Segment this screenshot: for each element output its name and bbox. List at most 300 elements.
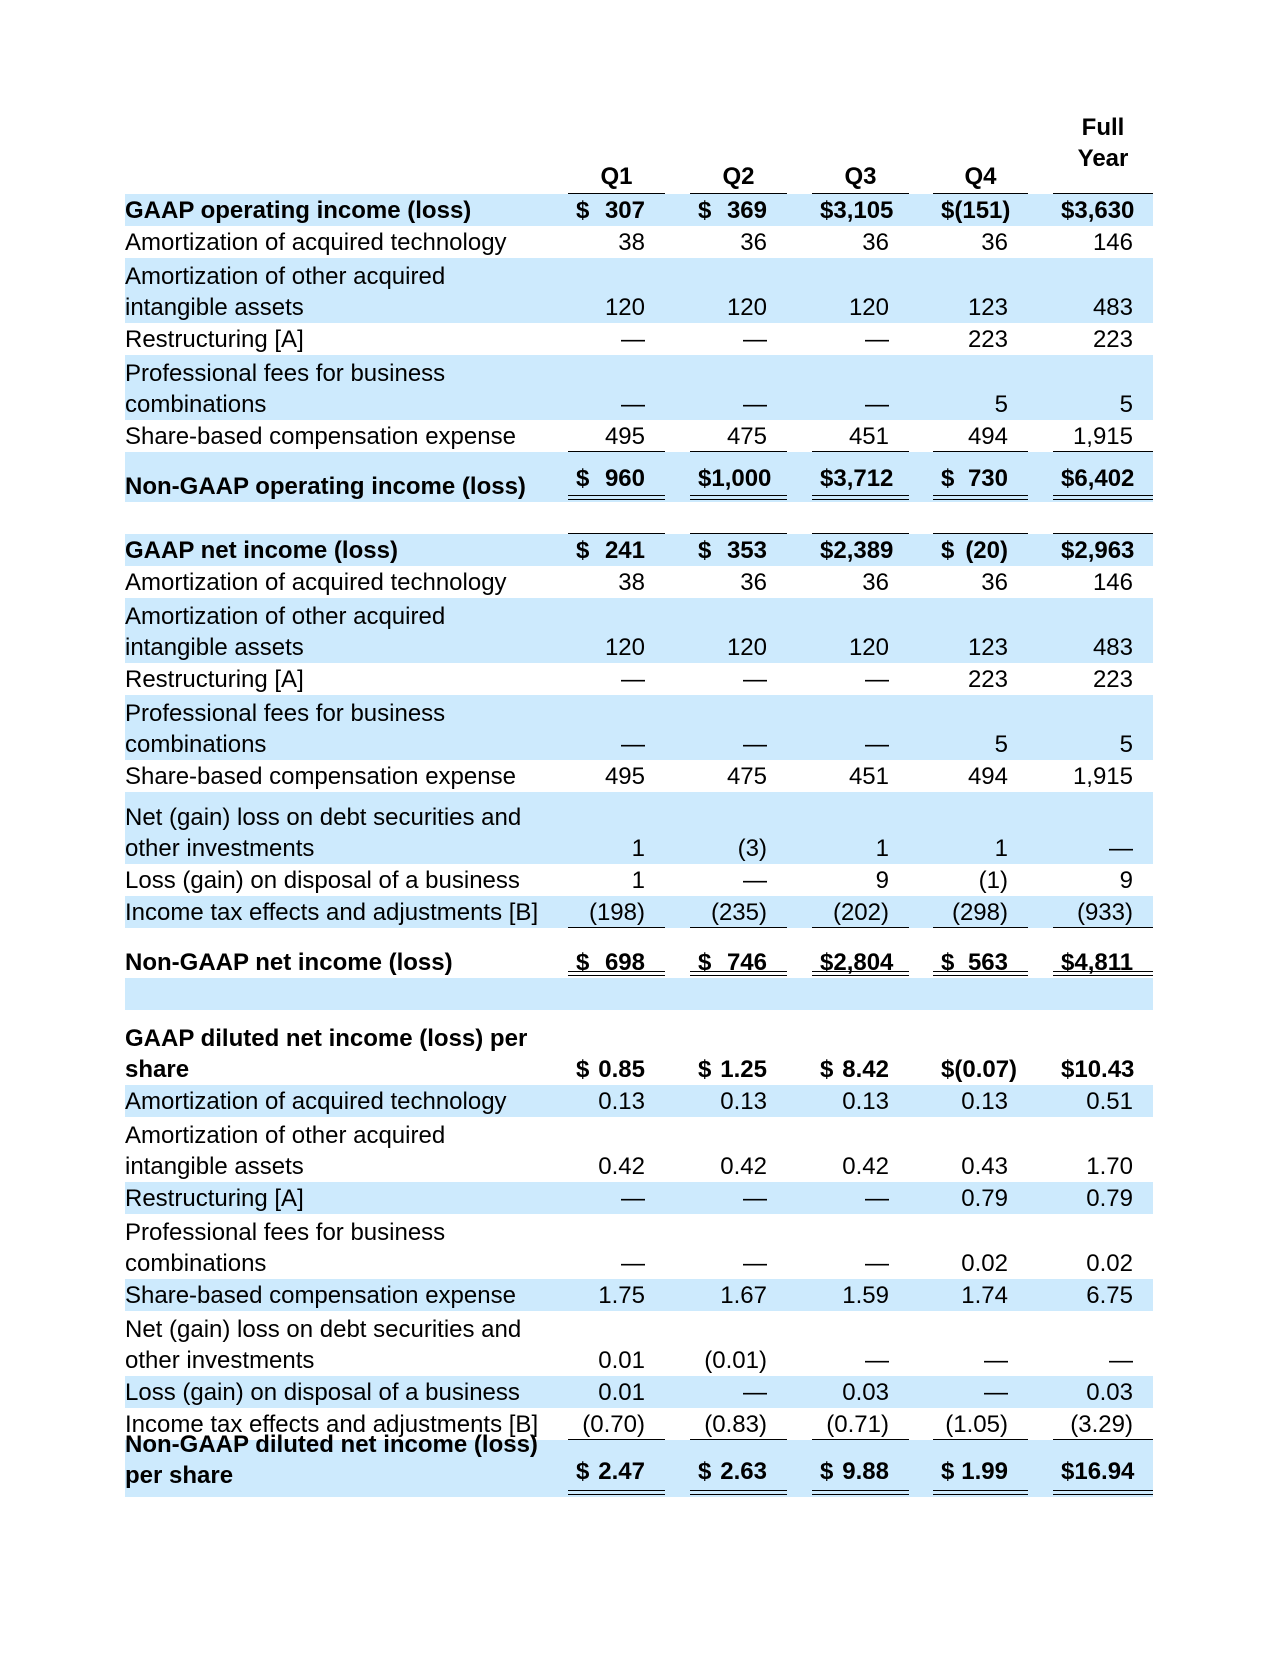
cell-value: 0.79: [1086, 1185, 1133, 1212]
cell-value: 120: [726, 294, 767, 321]
currency-symbol: $: [576, 949, 590, 976]
subtotal-rule: [568, 927, 665, 928]
value-cell: [820, 632, 889, 663]
currency-symbol: $: [820, 1458, 834, 1485]
value-cell: [698, 1151, 767, 1182]
cell-value: 146: [1092, 229, 1133, 256]
cell-value: 5: [1119, 391, 1133, 418]
value-cell: [576, 1248, 645, 1279]
total-double-rule: [812, 971, 909, 976]
table-row: [125, 1431, 1153, 1497]
row-label: Professional fees for business combinations: [125, 360, 446, 418]
value-cell: [576, 463, 645, 494]
subtotal-rule: [690, 927, 787, 928]
table-row: [125, 792, 1153, 864]
column-header: Q3: [844, 163, 877, 190]
value-cell: [820, 1054, 889, 1085]
cell-value: 1: [631, 867, 645, 894]
cell-value: —: [865, 731, 889, 758]
cell-value: 495: [604, 763, 645, 790]
cell-value: $2,963: [1061, 537, 1135, 564]
row-label: GAAP diluted net income (loss) per share: [125, 1025, 528, 1083]
cell-value: 2.63: [720, 1458, 767, 1485]
row-label: Share-based compensation expense: [125, 423, 516, 450]
cell-value: (1): [978, 867, 1008, 894]
value-cell: [1061, 729, 1133, 760]
cell-value: $3,630: [1061, 197, 1135, 224]
value-cell: [941, 421, 1008, 452]
cell-value: 6.75: [1086, 1282, 1133, 1309]
currency-symbol: $: [698, 1056, 712, 1083]
cell-value: $3,712: [820, 465, 894, 492]
cell-value: —: [865, 1250, 889, 1277]
table-row: [125, 1376, 1153, 1408]
row-label: Amortization of acquired technology: [125, 569, 507, 596]
value-cell: [698, 463, 772, 494]
cell-value: (0.83): [704, 1411, 767, 1438]
cell-value: 1: [994, 835, 1008, 862]
cell-value: (235): [710, 899, 767, 926]
value-cell: [820, 1151, 889, 1182]
cell-value: 1.99: [961, 1458, 1008, 1485]
subtotal-rule: [812, 1439, 909, 1440]
subtotal-rule: [1053, 1439, 1153, 1440]
value-cell: [698, 324, 767, 355]
table-row: [125, 323, 1153, 355]
value-cell: [576, 761, 645, 792]
cell-value: $3,105: [820, 197, 894, 224]
cell-value: —: [865, 666, 889, 693]
value-cell: [941, 865, 1008, 896]
row-label: Non-GAAP net income (loss): [125, 949, 453, 976]
cell-value: (198): [588, 899, 645, 926]
value-cell: [576, 535, 645, 566]
value-cell: [941, 1248, 1008, 1279]
row-label: Net (gain) loss on debt securities and other investments: [125, 1316, 522, 1374]
table-row: [125, 534, 1153, 566]
value-cell: [941, 1409, 1008, 1440]
value-cell: [820, 324, 889, 355]
cell-value: 8.42: [842, 1056, 889, 1083]
value-cell: [941, 227, 1008, 258]
cell-value: —: [743, 326, 767, 353]
subtotal-rule: [933, 451, 1028, 452]
value-cell: [576, 195, 645, 226]
value-cell: [576, 664, 645, 695]
table-row: [125, 355, 1153, 420]
row-label: Net (gain) loss on debt securities and other investments: [125, 804, 522, 862]
cell-value: 353: [726, 537, 767, 564]
cell-value: 9: [1119, 867, 1133, 894]
cell-value: 1.74: [961, 1282, 1008, 1309]
cell-value: —: [1109, 835, 1133, 862]
total-double-rule: [690, 495, 787, 500]
row-label: Share-based compensation expense: [125, 763, 516, 790]
cell-value: 1: [631, 835, 645, 862]
total-double-rule: [1053, 495, 1153, 500]
cell-value: (298): [951, 899, 1008, 926]
cell-value: $16.94: [1061, 1458, 1135, 1485]
cell-value: 0.03: [842, 1379, 889, 1406]
value-cell: [576, 389, 645, 420]
cell-value: 223: [967, 326, 1008, 353]
value-cell: [1061, 1409, 1133, 1440]
cell-value: 698: [604, 949, 645, 976]
row-label: Amortization of acquired technology: [125, 229, 507, 256]
value-cell: [1061, 324, 1133, 355]
row-label: Loss (gain) on disposal of a business: [125, 867, 520, 894]
subtotal-rule: [690, 451, 787, 452]
cell-value: 1: [875, 835, 889, 862]
cell-value: 36: [981, 569, 1008, 596]
value-cell: [820, 1377, 889, 1408]
value-cell: [941, 1345, 1008, 1376]
value-cell: [576, 421, 645, 452]
cell-value: 494: [967, 423, 1008, 450]
table-row: [125, 760, 1153, 792]
cell-value: —: [621, 391, 645, 418]
value-cell: [1061, 1345, 1133, 1376]
value-cell: [576, 1456, 645, 1487]
total-double-rule: [690, 1490, 787, 1495]
total-double-rule: [1053, 1490, 1153, 1495]
value-cell: [1061, 865, 1133, 896]
value-cell: [941, 1151, 1008, 1182]
cell-value: $(0.07): [941, 1056, 1018, 1083]
value-cell: [698, 1183, 767, 1214]
cell-value: 223: [967, 666, 1008, 693]
currency-symbol: $: [941, 1458, 955, 1485]
cell-value: 120: [604, 294, 645, 321]
cell-value: 494: [967, 763, 1008, 790]
total-double-rule: [812, 495, 909, 500]
cell-value: —: [865, 391, 889, 418]
value-cell: [820, 1248, 889, 1279]
currency-symbol: $: [576, 537, 590, 564]
cell-value: 120: [848, 634, 889, 661]
value-cell: [1061, 1086, 1133, 1117]
cell-value: —: [743, 1185, 767, 1212]
value-cell: [1061, 227, 1133, 258]
column-header: Q1: [600, 163, 633, 190]
value-cell: [576, 1086, 645, 1117]
cell-value: —: [743, 1250, 767, 1277]
value-cell: [1061, 292, 1133, 323]
row-label: Restructuring [A]: [125, 666, 304, 693]
value-cell: [820, 535, 894, 566]
cell-value: 0.51: [1086, 1088, 1133, 1115]
cell-value: 0.01: [598, 1379, 645, 1406]
value-cell: [1061, 421, 1133, 452]
cell-value: 0.01: [598, 1347, 645, 1374]
value-cell: [941, 195, 1011, 226]
total-double-rule: [568, 971, 665, 976]
column-header: Q4: [964, 163, 997, 190]
cell-value: —: [865, 326, 889, 353]
total-double-rule: [933, 1490, 1028, 1495]
value-cell: [941, 1377, 1008, 1408]
table-row: [125, 663, 1153, 695]
subtotal-rule: [690, 1439, 787, 1440]
currency-symbol: $: [698, 537, 712, 564]
value-cell: [1061, 897, 1133, 928]
value-cell: [941, 761, 1008, 792]
cell-value: 9.88: [842, 1458, 889, 1485]
cell-value: —: [621, 326, 645, 353]
subtotal-rule: [933, 533, 1028, 534]
table-row: [125, 1085, 1153, 1117]
subtotal-rule: [1053, 533, 1153, 534]
subtotal-rule: [568, 451, 665, 452]
value-cell: [820, 865, 889, 896]
cell-value: 730: [967, 465, 1008, 492]
value-cell: [820, 463, 894, 494]
cell-value: —: [743, 391, 767, 418]
cell-value: —: [1109, 1347, 1133, 1374]
value-cell: [941, 729, 1008, 760]
total-double-rule: [933, 971, 1028, 976]
cell-value: 451: [848, 423, 889, 450]
value-cell: [820, 1183, 889, 1214]
value-cell: [576, 324, 645, 355]
cell-value: —: [865, 1185, 889, 1212]
cell-value: 38: [618, 229, 645, 256]
row-label: Non-GAAP diluted net income (loss) per share: [125, 1431, 538, 1489]
value-cell: [698, 1280, 767, 1311]
value-cell: [941, 833, 1008, 864]
cell-value: 123: [967, 634, 1008, 661]
value-cell: [820, 389, 889, 420]
value-cell: [1061, 567, 1133, 598]
row-label: Amortization of acquired technology: [125, 1088, 507, 1115]
cell-value: 5: [994, 391, 1008, 418]
row-label: Non-GAAP operating income (loss): [125, 473, 526, 500]
value-cell: [698, 567, 767, 598]
cell-value: (0.01): [704, 1347, 767, 1374]
value-cell: [941, 1086, 1008, 1117]
row-label: Amortization of other acquired intangible assets: [125, 603, 446, 661]
value-cell: [576, 1409, 645, 1440]
value-cell: [1061, 1248, 1133, 1279]
table-row: [125, 896, 1153, 928]
row-label: GAAP operating income (loss): [125, 197, 472, 224]
cell-value: 475: [726, 423, 767, 450]
value-cell: [941, 389, 1008, 420]
cell-value: —: [621, 1185, 645, 1212]
row-label: Restructuring [A]: [125, 326, 304, 353]
row-label: Professional fees for business combinations: [125, 1219, 446, 1277]
value-cell: [941, 897, 1008, 928]
value-cell: [1061, 1183, 1133, 1214]
cell-value: 475: [726, 763, 767, 790]
value-cell: [820, 1409, 889, 1440]
cell-value: (0.71): [826, 1411, 889, 1438]
value-cell: [698, 761, 767, 792]
cell-value: 9: [875, 867, 889, 894]
value-cell: [820, 761, 889, 792]
subtotal-rule: [568, 533, 665, 534]
cell-value: —: [743, 731, 767, 758]
value-cell: [941, 1280, 1008, 1311]
cell-value: 1,915: [1072, 763, 1133, 790]
cell-value: (151): [954, 197, 1011, 224]
value-cell: [820, 664, 889, 695]
table-row: [125, 1214, 1153, 1279]
table-row: [125, 566, 1153, 598]
cell-value: 0.43: [961, 1153, 1008, 1180]
value-cell: [698, 729, 767, 760]
value-cell: [941, 1183, 1008, 1214]
value-cell: [576, 567, 645, 598]
value-cell: [698, 1054, 767, 1085]
row-label: Loss (gain) on disposal of a business: [125, 1379, 520, 1406]
value-cell: [698, 897, 767, 928]
value-cell: [576, 292, 645, 323]
cell-value: 146: [1092, 569, 1133, 596]
cell-value: 120: [726, 634, 767, 661]
cell-value: 36: [862, 569, 889, 596]
currency-symbol: $: [698, 197, 712, 224]
cell-value: 2.47: [598, 1458, 645, 1485]
value-cell: [820, 729, 889, 760]
row-label: Professional fees for business combinations: [125, 700, 446, 758]
cell-value: 1.25: [720, 1056, 767, 1083]
cell-value: 223: [1092, 326, 1133, 353]
value-cell: [576, 865, 645, 896]
table-row: [125, 226, 1153, 258]
currency-symbol: $: [820, 1056, 834, 1083]
value-cell: [1061, 195, 1133, 226]
table-row: [125, 1311, 1153, 1376]
value-cell: [1061, 1377, 1133, 1408]
value-cell: [698, 421, 767, 452]
value-cell: [576, 729, 645, 760]
value-cell: [698, 1248, 767, 1279]
value-cell: [941, 664, 1008, 695]
value-cell: [576, 833, 645, 864]
table-row: [125, 598, 1153, 663]
value-cell: [941, 292, 1008, 323]
cell-value: 0.03: [1086, 1379, 1133, 1406]
cell-value: —: [743, 867, 767, 894]
value-cell: [941, 535, 1008, 566]
value-cell: [941, 632, 1008, 663]
value-cell: [576, 1280, 645, 1311]
value-cell: [820, 1086, 889, 1117]
value-cell: [576, 1377, 645, 1408]
cell-value: 120: [848, 294, 889, 321]
total-double-rule: [568, 1490, 665, 1495]
cell-value: —: [621, 666, 645, 693]
table-row: [125, 1279, 1153, 1311]
cell-value: —: [984, 1379, 1008, 1406]
cell-value: (3.29): [1070, 1411, 1133, 1438]
cell-value: 0.42: [598, 1153, 645, 1180]
subtotal-rule: [690, 533, 787, 534]
subtotal-rule: [812, 927, 909, 928]
value-cell: [1061, 664, 1133, 695]
cell-value: 451: [848, 763, 889, 790]
value-cell: [1061, 632, 1133, 663]
value-cell: [941, 1054, 1018, 1085]
subtotal-rule: [812, 533, 909, 534]
column-header: Full Year: [1077, 114, 1129, 172]
cell-value: (202): [832, 899, 889, 926]
value-cell: [820, 833, 889, 864]
currency-symbol: $: [941, 197, 955, 224]
currency-symbol: $: [576, 1458, 590, 1485]
value-cell: [698, 865, 767, 896]
value-cell: [820, 195, 894, 226]
cell-value: 495: [604, 423, 645, 450]
value-cell: [698, 389, 767, 420]
cell-value: $2,804: [820, 949, 894, 976]
cell-value: 369: [726, 197, 767, 224]
cell-value: 120: [604, 634, 645, 661]
cell-value: 307: [604, 197, 645, 224]
value-cell: [698, 1409, 767, 1440]
currency-symbol: $: [941, 949, 955, 976]
cell-value: 0.42: [842, 1153, 889, 1180]
cell-value: 0.79: [961, 1185, 1008, 1212]
value-cell: [576, 897, 645, 928]
value-cell: [576, 1054, 645, 1085]
value-cell: [941, 1456, 1008, 1487]
cell-value: 123: [967, 294, 1008, 321]
cell-value: —: [621, 1250, 645, 1277]
value-cell: [698, 227, 767, 258]
cell-value: 5: [1119, 731, 1133, 758]
table-row: [125, 1182, 1153, 1214]
cell-value: 5: [994, 731, 1008, 758]
currency-symbol: $: [698, 949, 712, 976]
row-label: Share-based compensation expense: [125, 1282, 516, 1309]
cell-value: 1.59: [842, 1282, 889, 1309]
value-cell: [941, 463, 1008, 494]
cell-value: —: [743, 1379, 767, 1406]
cell-value: 0.02: [961, 1250, 1008, 1277]
cell-value: 0.13: [598, 1088, 645, 1115]
cell-value: —: [743, 666, 767, 693]
cell-value: $2,389: [820, 537, 894, 564]
row-label: Restructuring [A]: [125, 1185, 304, 1212]
table-row: [125, 864, 1153, 896]
value-cell: [1061, 761, 1133, 792]
cell-value: 483: [1092, 634, 1133, 661]
row-label: GAAP net income (loss): [125, 537, 398, 564]
cell-value: 0.42: [720, 1153, 767, 1180]
value-cell: [698, 535, 767, 566]
cell-value: (3): [737, 835, 767, 862]
value-cell: [941, 324, 1008, 355]
cell-value: —: [865, 1347, 889, 1374]
cell-value: 36: [740, 569, 767, 596]
currency-symbol: $: [576, 1056, 590, 1083]
cell-value: 1,915: [1072, 423, 1133, 450]
cell-value: 36: [981, 229, 1008, 256]
cell-value: —: [984, 1347, 1008, 1374]
table-row: [125, 695, 1153, 760]
value-cell: [820, 227, 889, 258]
table-row: [125, 1020, 1153, 1085]
cell-value: 0.02: [1086, 1250, 1133, 1277]
value-cell: [576, 1345, 645, 1376]
value-cell: [576, 632, 645, 663]
currency-symbol: $: [576, 197, 590, 224]
subtotal-rule: [933, 1439, 1028, 1440]
total-double-rule: [812, 1490, 909, 1495]
value-cell: [698, 1345, 767, 1376]
